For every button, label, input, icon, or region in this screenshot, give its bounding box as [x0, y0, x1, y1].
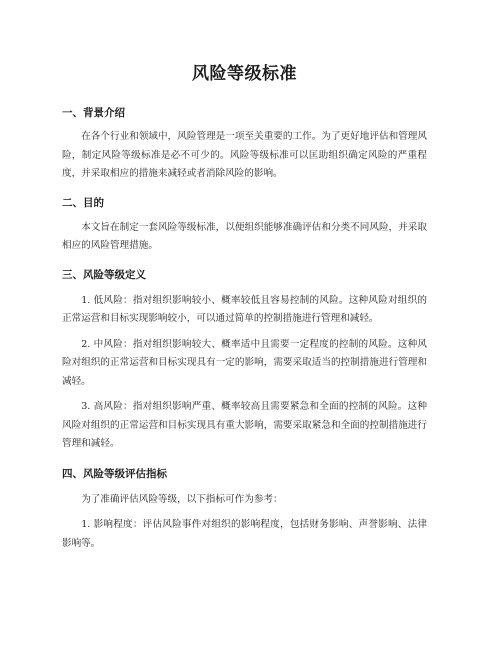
section-body [62, 219, 427, 256]
section-risk-level-definitions [62, 268, 427, 454]
section-heading: 二、目的 [62, 196, 104, 209]
section-body [62, 128, 427, 184]
section-assessment-indicators [62, 467, 427, 554]
section-heading: 四、风险等级评估指标 [62, 467, 167, 480]
section-heading: 三、风险等级定义 [62, 268, 146, 281]
paragraph-intro: 为了准确评估风险等级，以下指标可作为参考： [81, 493, 283, 505]
document-title: 风险等级标准 [192, 64, 297, 84]
paragraph-high-risk: 3. 高风险：指对组织影响严重、概率较高且需要紧急和全面的控制的风险。这种风险对组织的正常运营和目标实现具有重大影响，需要采取紧急和全面的控制措施进行管理和减轻。 [62, 401, 427, 449]
section-body [62, 292, 427, 454]
section-heading: 一、背景介绍 [62, 107, 125, 119]
section-body [62, 491, 427, 554]
paragraph: 本文旨在制定一套风险等级标准，以便组织能够准确评估和分类不同风险，并采取相应的风险管理措施。 [62, 221, 427, 251]
paragraph: 在各个行业和领域中，风险管理是一项至关重要的工作。为了更好地评估和管理风险，制定风险等级标准是必不可少的。风险等级标准可以匡助组织确定风险的严重程度，并采取相应的措施来减轻或者消除风险的影响。 [62, 131, 427, 179]
section-purpose [62, 196, 427, 256]
paragraph-impact-degree: 1. 影响程度：评估风险事件对组织的影响程度，包括财务影响、声誉影响、法律影响等。 [62, 519, 427, 549]
paragraph-medium-risk: 2. 中风险：指对组织影响较大、概率适中且需要一定程度的控制的风险。这种风险对组织的正常运营和目标实现具有一定的影响，需要采取适当的控制措施进行管理和减轻。 [62, 338, 427, 387]
section-background [62, 106, 427, 184]
paragraph-low-risk: 1. 低风险：指对组织影响较小、概率较低且容易控制的风险。这种风险对组织的正常运营和目标实现影响较小，可以通过简单的控制措施进行管理和减轻。 [62, 294, 427, 324]
